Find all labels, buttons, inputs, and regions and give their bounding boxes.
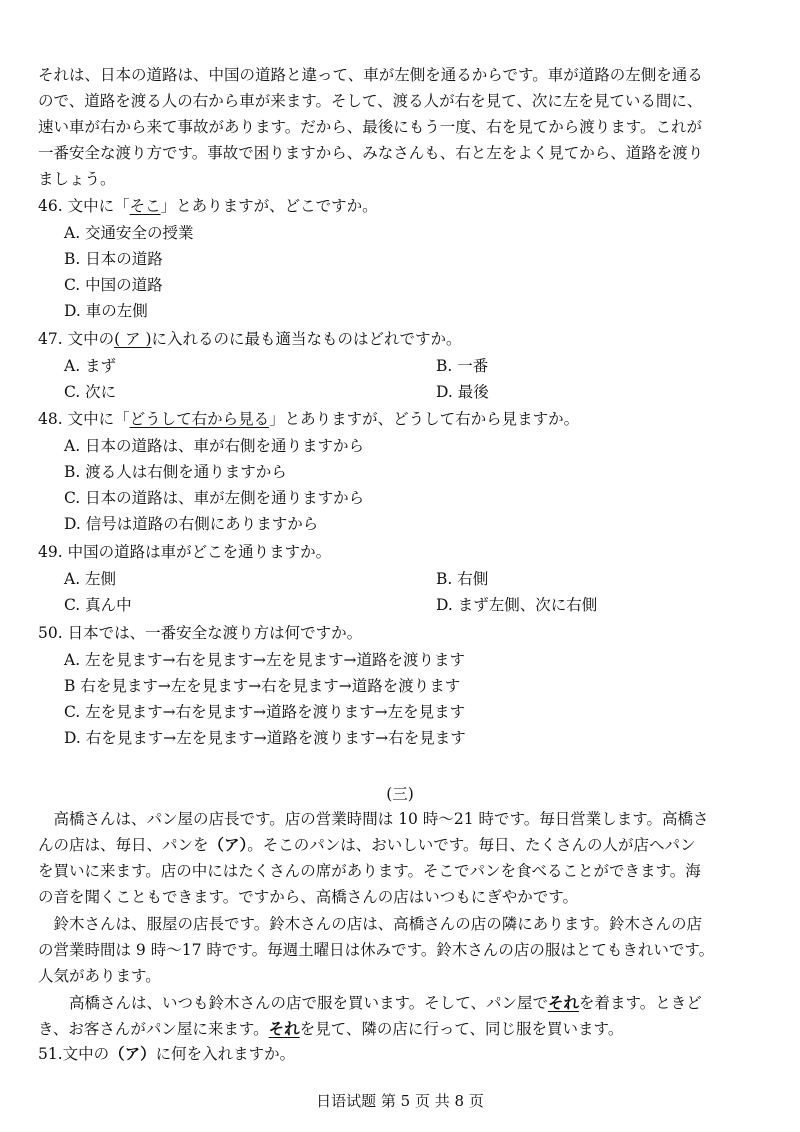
option-50-d: D. 右を見ます→左を見ます→道路を渡ります→右を見ます <box>64 729 466 747</box>
paragraph-text: を見て、隣の店に行って、同じ服を買います。 <box>299 1020 624 1038</box>
question-text: 」とありますが、どこですか。 <box>160 197 378 215</box>
question-49: 49. 中国の道路は車がどこを通りますか。 <box>38 543 332 561</box>
paragraph-text: 。そこのパンは、おいしいです。毎日、たくさんの人が店へパン <box>247 836 696 854</box>
option-50-c: C. 左を見ます→右を見ます→道路を渡ります→左を見ます <box>64 703 466 721</box>
blank-marker: （ア） <box>109 1044 156 1063</box>
option-46-b: B. 日本の道路 <box>64 250 163 268</box>
paragraph-text: き、お客さんがパン屋に来ます。 <box>38 1020 269 1038</box>
paragraph-line: を買いに来ます。店の中にはたくさんの席があります。そこでパンを食べることができます。海 <box>38 862 701 880</box>
option-46-a: A. 交通安全の授業 <box>64 224 194 242</box>
blank-marker: （ア） <box>208 835 248 854</box>
paragraph-line: 高橋さんは、パン屋の店長です。店の営業時間は 10 時～21 時です。毎日営業します。高橋さ <box>38 810 709 828</box>
question-48 <box>38 408 579 430</box>
option-47-c: C. 次に <box>64 383 117 401</box>
passage-line: ので、道路を渡る人の右から車が来ます。そして、渡る人が右を見て、次に左を見ている間に、 <box>38 92 703 110</box>
paragraph-text: んの店は、毎日、パンを <box>38 836 209 854</box>
section-heading: (三) <box>386 785 414 803</box>
option-48-a: A. 日本の道路は、車が右側を通りますから <box>64 437 365 455</box>
question-51 <box>38 1043 295 1065</box>
option-47-d: D. 最後 <box>436 383 489 401</box>
option-48-b: B. 渡る人は右側を通りますから <box>64 463 287 481</box>
option-48-c: C. 日本の道路は、車が左側を通りますから <box>64 489 365 507</box>
passage-line: ましょう。 <box>38 170 116 188</box>
paragraph-line: 人気があります。 <box>38 967 161 985</box>
passage-line: それは、日本の道路は、中国の道路と違って、車が左側を通るからです。車が道路の左側を通る <box>38 66 703 84</box>
question-text: に入れるのに最も適当なものはどれですか。 <box>151 330 462 348</box>
page-footer: 日语试题 第 5 页 共 8 页 <box>316 1092 484 1110</box>
option-49-b: B. 右側 <box>436 570 489 588</box>
question-text: 」とありますが、どうして右から見ますか。 <box>269 410 580 428</box>
option-49-d: D. まず左側、次に右側 <box>436 596 598 614</box>
question-text: 51.文中の <box>38 1045 110 1063</box>
option-46-c: C. 中国の道路 <box>64 276 163 294</box>
paragraph-text: を着ます。ときど <box>578 994 702 1012</box>
paragraph-text: 高橋さんは、いつも鈴木さんの店で服を買います。そして、パン屋で <box>38 994 548 1012</box>
underlined-phrase: そこ <box>129 197 161 215</box>
option-47-a: A. まず <box>64 357 117 375</box>
paragraph-line: の営業時間は 9 時～17 時です。毎週土曜日は休みです。鈴木さんの店の服はとてもきれいです。 <box>38 941 715 959</box>
question-text: 46. 文中に「 <box>38 197 130 215</box>
question-47 <box>38 328 462 350</box>
option-50-a: A. 左を見ます→右を見ます→左を見ます→道路を渡ります <box>64 651 466 669</box>
option-48-d: D. 信号は道路の右側にありますから <box>64 515 319 533</box>
question-46 <box>38 195 378 217</box>
question-text: 48. 文中に「 <box>38 410 130 428</box>
underlined-phrase: どうして右から見る <box>129 410 270 428</box>
question-text: に何を入れますか。 <box>155 1045 296 1063</box>
paragraph-line: 鈴木さんは、服屋の店長です。鈴木さんの店は、高橋さんの店の隣にあります。鈴木さんの店 <box>38 915 703 933</box>
passage-line: 速い車が右から来て事故があります。だから、最後にもう一度、右を見てから渡ります。これが <box>38 118 703 136</box>
option-50-b: B 右を見ます→左を見ます→右を見ます→道路を渡ります <box>64 677 461 695</box>
option-49-a: A. 左側 <box>64 570 117 588</box>
passage-line: 一番安全な渡り方です。事故で困りますから、みなさんも、右と左をよく見てから、道路を渡り <box>38 144 704 162</box>
paragraph-line <box>38 834 696 856</box>
option-47-b: B. 一番 <box>436 357 489 375</box>
option-46-d: D. 車の左側 <box>64 302 148 320</box>
question-50: 50. 日本では、一番安全な渡り方は何ですか。 <box>38 624 363 642</box>
emphasized-word: それ <box>268 1019 300 1038</box>
paragraph-line <box>38 992 702 1014</box>
paragraph-line: の音を聞くこともできます。ですから、高橋さんの店はいつもにぎやかです。 <box>38 888 579 906</box>
option-49-c: C. 真ん中 <box>64 596 132 614</box>
question-text: 47. 文中の <box>38 330 115 348</box>
paragraph-line <box>38 1018 623 1040</box>
emphasized-word: それ <box>547 993 579 1012</box>
underlined-blank: ( ア ) <box>114 330 152 348</box>
